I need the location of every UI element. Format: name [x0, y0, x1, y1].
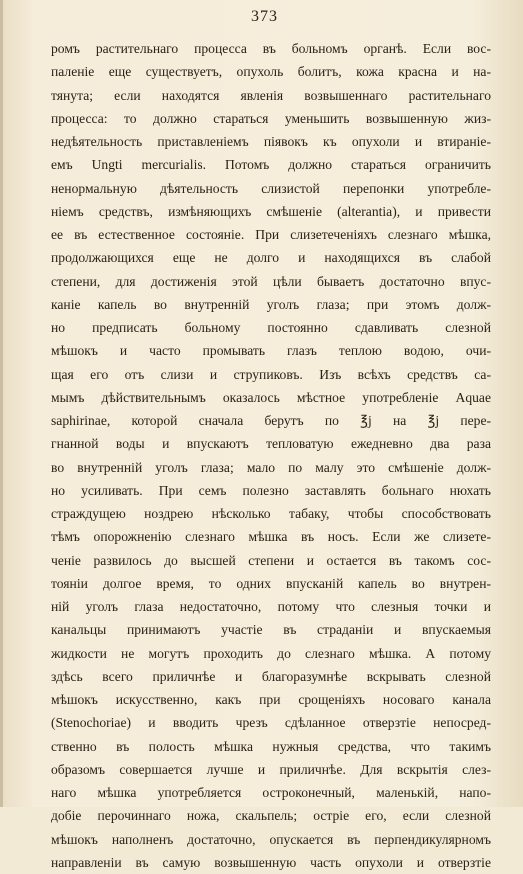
- text-line: ственно въ полость мѣшка нужныя средства, что такимъ: [51, 738, 491, 754]
- text-line: ромъ растительнаго процесса въ больномъ органѣ. Если вос-: [51, 41, 491, 56]
- text-line: во внутренній уголъ глаза; мало по малу это смѣшеніе долж-: [51, 459, 491, 475]
- text-line: жидкости не могутъ проходить до слезнаго мѣшка. А потому: [51, 645, 491, 661]
- body-text: [51, 37, 491, 874]
- text-line: недѣятельность приставленіемъ піявокъ къ опухоли и втираніе-: [51, 134, 491, 149]
- text-line: наго мѣшка употребляется остроконечный, маленькій, напо-: [51, 785, 491, 800]
- text-line: канальцы принимаютъ участіе въ страданіи и впускаемыя: [51, 622, 491, 638]
- text-line: степени, для достиженія этой цѣли бываетъ достаточно впус-: [51, 273, 491, 289]
- text-line: мѣшокъ искусственно, какъ при срощеніяхъ носоваго канала: [51, 692, 491, 707]
- text-line: saphirinae, которой сначала берутъ по ℥j на ℥j пере-: [51, 413, 491, 428]
- text-line: тѣмъ опорожненію слезнаго мѣшка въ носъ. Если же слизете-: [51, 529, 491, 545]
- text-line: мымъ дѣйствительнымъ оказалось мѣстное употребленіе Aquae: [51, 389, 491, 405]
- text-line: продолжающихся еще не долго и находящихся въ слабой: [51, 250, 491, 266]
- text-line: тянута; если находятся явленія возвышеннаго растительнаго: [51, 87, 491, 103]
- text-line: здѣсь всего приличнѣе и благоразумнѣе вскрывать слезной: [51, 668, 491, 684]
- text-line: щая его отъ слизи и струпиковъ. Изъ всѣхъ средствъ са-: [51, 366, 491, 382]
- text-line: тояніи долгое время, то одних впусканій капель во внутрен-: [51, 575, 491, 591]
- text-line: емъ Ungti mercurialis. Потомъ должно стараться ограничить: [51, 157, 491, 173]
- text-line: мѣшокъ и часто промывать глазъ теплою водою, очи-: [51, 343, 491, 359]
- text-line: ченіе развилось до высшей степени и остается въ такомъ сос-: [51, 552, 491, 568]
- text-line: ніемъ средствъ, измѣняющихъ смѣшеніе (alterantia), и привести: [51, 203, 491, 219]
- text-line: образомъ совершается лучше и приличнѣе. Для вскрытія слез-: [51, 761, 491, 777]
- text-line: (Stenochoriae) и вводить чрезъ сдѣланное отверзтіе непосред-: [51, 715, 491, 731]
- text-line: страждущею ноздрею нѣсколько табаку, чтобы способствовать: [51, 506, 491, 521]
- text-line: процесса: то должно стараться уменьшить возвышенную жиз-: [51, 110, 491, 126]
- text-line: добіе перочиннаго ножа, скальпель; острiе его, если слезной: [51, 808, 491, 824]
- text-line: мѣшокъ наполненъ достаточно, опускается въ перпендикулярномъ: [51, 831, 491, 847]
- page-number: 373: [251, 8, 278, 25]
- text-line: но предписать больному постоянно сдавливать слезной: [51, 320, 491, 335]
- text-line: но усиливать. При семъ полезно заставлять больнаго нюхать: [51, 482, 491, 498]
- text-line: каніе капель во внутренній уголъ глаза; при этомъ долж-: [51, 296, 491, 312]
- text-line: гнанной воды и впускаютъ тепловатую ежедневно два раза: [51, 436, 491, 452]
- text-line: ее въ естественное состояніе. При слизетеченіяхъ слезнаго мѣшка,: [51, 227, 491, 242]
- text-line: паленіе еще существуетъ, опухоль болитъ, кожа красна и на-: [51, 64, 491, 80]
- text-line: направленіи въ самую возвышенную часть опухоли и отверзтіе: [51, 854, 491, 870]
- text-line: ній уголъ глаза недостаточно, потому что слезныя точки и: [51, 599, 491, 614]
- text-line: ненормальную дѣятельность слизистой перепонки употребле-: [51, 180, 491, 196]
